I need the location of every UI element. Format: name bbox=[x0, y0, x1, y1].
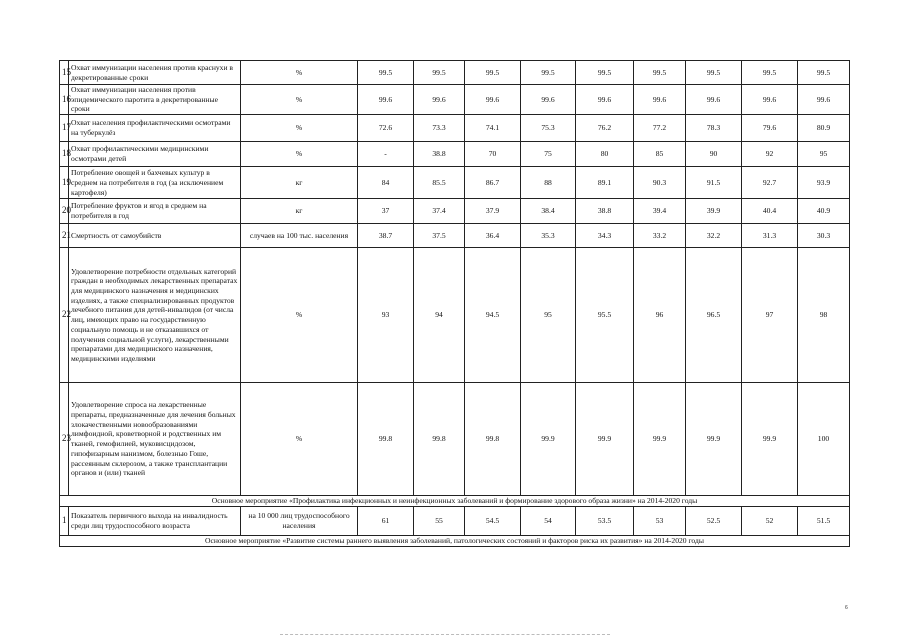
value-cell: 38.7 bbox=[358, 224, 414, 248]
value-cell: 52 bbox=[742, 507, 798, 536]
value-cell: 93 bbox=[358, 248, 414, 383]
value-cell: 38.8 bbox=[576, 199, 634, 224]
value-cell: 99.6 bbox=[358, 85, 414, 115]
value-cell: 84 bbox=[358, 167, 414, 199]
value-cell: 96 bbox=[634, 248, 686, 383]
value-cell: 53.5 bbox=[576, 507, 634, 536]
value-cell: 35.3 bbox=[521, 224, 576, 248]
value-cell: 80 bbox=[576, 142, 634, 167]
value-cell: 55 bbox=[414, 507, 465, 536]
value-cell: 53 bbox=[634, 507, 686, 536]
value-cell: 99.8 bbox=[465, 383, 521, 496]
unit-of-measure: случаев на 100 тыс. населения bbox=[241, 224, 358, 248]
value-cell: 77.2 bbox=[634, 115, 686, 142]
value-cell: 36.4 bbox=[465, 224, 521, 248]
value-cell: 54 bbox=[521, 507, 576, 536]
value-cell: 95.5 bbox=[576, 248, 634, 383]
value-cell: 99.6 bbox=[798, 85, 850, 115]
indicator-name: Охват населения профилактическими осмотрами на туберкулёз bbox=[69, 115, 241, 142]
indicator-name: Удовлетворение потребности отдельных категорий граждан в необходимых лекарственных препаратах для медицинского назначения и медицинских изделиях, а также специализированных продуктов лечебного питания для детей-инвалидов (от числа лиц, имеющих право на государственную социальную помощь и не отказавшихся от получения социальной услуги), лекарственными препаратами для медицинского назначения, медицинскими изделиями bbox=[69, 248, 241, 383]
value-cell: 37.5 bbox=[414, 224, 465, 248]
table-row bbox=[60, 224, 850, 248]
table-row bbox=[60, 383, 850, 496]
value-cell: 99.5 bbox=[576, 61, 634, 85]
value-cell: 75 bbox=[521, 142, 576, 167]
value-cell: 33.2 bbox=[634, 224, 686, 248]
table-row bbox=[60, 167, 850, 199]
value-cell: 99.6 bbox=[742, 85, 798, 115]
value-cell: 38.8 bbox=[414, 142, 465, 167]
row-number: 18 bbox=[60, 142, 69, 167]
section-title: Основное мероприятие «Профилактика инфекционных и неинфекционных заболеваний и формирование здорового образа жизни» на 2014-2020 годы bbox=[60, 496, 850, 507]
value-cell: 95 bbox=[521, 248, 576, 383]
value-cell: 99.5 bbox=[358, 61, 414, 85]
table-row bbox=[60, 507, 850, 536]
value-cell: 94.5 bbox=[465, 248, 521, 383]
value-cell: 34.3 bbox=[576, 224, 634, 248]
value-cell: 99.8 bbox=[358, 383, 414, 496]
table-row bbox=[60, 115, 850, 142]
indicator-name: Показатель первичного выхода на инвалидность среди лиц трудоспособного возраста bbox=[69, 507, 241, 536]
indicator-name: Смертность от самоубийств bbox=[69, 224, 241, 248]
value-cell: 37.9 bbox=[465, 199, 521, 224]
indicator-name: Удовлетворение спроса на лекарственные препараты, предназначенные для лечения больных злокачественными новообразованиями лимфоидной, кроветворной и родственных им тканей, гемофилией, муковисцидозом, гипофизарным нанизмом, болезнью Гоше, рассеянным склерозом, а также трансплантации органов и (или) тканей bbox=[69, 383, 241, 496]
value-cell: 90.3 bbox=[634, 167, 686, 199]
value-cell: 86.7 bbox=[465, 167, 521, 199]
scan-edge-artifact bbox=[280, 634, 610, 635]
value-cell: 99.5 bbox=[686, 61, 742, 85]
value-cell: 99.5 bbox=[798, 61, 850, 85]
value-cell: 98 bbox=[798, 248, 850, 383]
value-cell: 30.3 bbox=[798, 224, 850, 248]
indicator-name: Потребление фруктов и ягод в среднем на потребителя в год bbox=[69, 199, 241, 224]
value-cell: 99.5 bbox=[521, 61, 576, 85]
value-cell: 99.6 bbox=[634, 85, 686, 115]
value-cell: 38.4 bbox=[521, 199, 576, 224]
table-row bbox=[60, 85, 850, 115]
value-cell: 99.9 bbox=[742, 383, 798, 496]
value-cell: 100 bbox=[798, 383, 850, 496]
value-cell: 99.5 bbox=[414, 61, 465, 85]
unit-of-measure: % bbox=[241, 61, 358, 85]
value-cell: 61 bbox=[358, 507, 414, 536]
value-cell: 95 bbox=[798, 142, 850, 167]
value-cell: 54.5 bbox=[465, 507, 521, 536]
value-cell: 74.1 bbox=[465, 115, 521, 142]
value-cell: 94 bbox=[414, 248, 465, 383]
indicator-name: Охват иммунизации населения против эпидемического паротита в декретированные сроки bbox=[69, 85, 241, 115]
value-cell: 72.6 bbox=[358, 115, 414, 142]
value-cell: 39.4 bbox=[634, 199, 686, 224]
value-cell: 85 bbox=[634, 142, 686, 167]
value-cell: 52.5 bbox=[686, 507, 742, 536]
value-cell: 97 bbox=[742, 248, 798, 383]
value-cell: 85.5 bbox=[414, 167, 465, 199]
value-cell: 37.4 bbox=[414, 199, 465, 224]
indicators-table bbox=[59, 60, 850, 547]
value-cell: 91.5 bbox=[686, 167, 742, 199]
value-cell: 40.9 bbox=[798, 199, 850, 224]
value-cell: 99.5 bbox=[465, 61, 521, 85]
value-cell: 32.2 bbox=[686, 224, 742, 248]
value-cell: 78.3 bbox=[686, 115, 742, 142]
unit-of-measure: % bbox=[241, 142, 358, 167]
unit-of-measure: % bbox=[241, 248, 358, 383]
value-cell: 96.5 bbox=[686, 248, 742, 383]
value-cell: 92 bbox=[742, 142, 798, 167]
row-number: 21 bbox=[60, 224, 69, 248]
unit-of-measure: % bbox=[241, 383, 358, 496]
row-number: 22 bbox=[60, 248, 69, 383]
value-cell: 99.9 bbox=[576, 383, 634, 496]
row-number: 20 bbox=[60, 199, 69, 224]
section-header-row bbox=[60, 536, 850, 547]
value-cell: 99.5 bbox=[634, 61, 686, 85]
unit-of-measure: % bbox=[241, 115, 358, 142]
table-row bbox=[60, 142, 850, 167]
value-cell: 80.9 bbox=[798, 115, 850, 142]
value-cell: 92.7 bbox=[742, 167, 798, 199]
unit-of-measure: кг bbox=[241, 167, 358, 199]
row-number: 23 bbox=[60, 383, 69, 496]
value-cell: 73.3 bbox=[414, 115, 465, 142]
value-cell: 75.3 bbox=[521, 115, 576, 142]
value-cell: 99.6 bbox=[414, 85, 465, 115]
value-cell: 51.5 bbox=[798, 507, 850, 536]
value-cell: 76.2 bbox=[576, 115, 634, 142]
page-number: 6 bbox=[845, 605, 848, 611]
section-header-row bbox=[60, 496, 850, 507]
value-cell: 37 bbox=[358, 199, 414, 224]
value-cell: 99.6 bbox=[576, 85, 634, 115]
value-cell: 31.3 bbox=[742, 224, 798, 248]
value-cell: 99.5 bbox=[742, 61, 798, 85]
value-cell: 99.8 bbox=[414, 383, 465, 496]
value-cell: 39.9 bbox=[686, 199, 742, 224]
value-cell: 90 bbox=[686, 142, 742, 167]
value-cell: 70 bbox=[465, 142, 521, 167]
value-cell: 89.1 bbox=[576, 167, 634, 199]
value-cell: 99.6 bbox=[465, 85, 521, 115]
value-cell: 99.9 bbox=[521, 383, 576, 496]
indicator-name: Охват профилактическими медицинскими осмотрами детей bbox=[69, 142, 241, 167]
unit-of-measure: % bbox=[241, 85, 358, 115]
unit-of-measure: кг bbox=[241, 199, 358, 224]
row-number: 19 bbox=[60, 167, 69, 199]
table-row bbox=[60, 61, 850, 85]
value-cell: 99.6 bbox=[521, 85, 576, 115]
section-title: Основное мероприятие «Развитие системы раннего выявления заболеваний, патологических состояний и факторов риска их развития» на 2014-2020 годы bbox=[60, 536, 850, 547]
value-cell: - bbox=[358, 142, 414, 167]
value-cell: 99.6 bbox=[686, 85, 742, 115]
indicator-name: Потребление овощей и бахчевых культур в среднем на потребителя в год (за исключением картофеля) bbox=[69, 167, 241, 199]
row-number: 16 bbox=[60, 85, 69, 115]
value-cell: 40.4 bbox=[742, 199, 798, 224]
table-row bbox=[60, 248, 850, 383]
value-cell: 79.6 bbox=[742, 115, 798, 142]
row-number: 15 bbox=[60, 61, 69, 85]
table-row bbox=[60, 199, 850, 224]
value-cell: 88 bbox=[521, 167, 576, 199]
value-cell: 99.9 bbox=[686, 383, 742, 496]
unit-of-measure: на 10 000 лиц трудоспособного населения bbox=[241, 507, 358, 536]
row-number: 1 bbox=[60, 507, 69, 536]
indicator-name: Охват иммунизации населения против краснухи в декретированные сроки bbox=[69, 61, 241, 85]
value-cell: 99.9 bbox=[634, 383, 686, 496]
value-cell: 93.9 bbox=[798, 167, 850, 199]
row-number: 17 bbox=[60, 115, 69, 142]
